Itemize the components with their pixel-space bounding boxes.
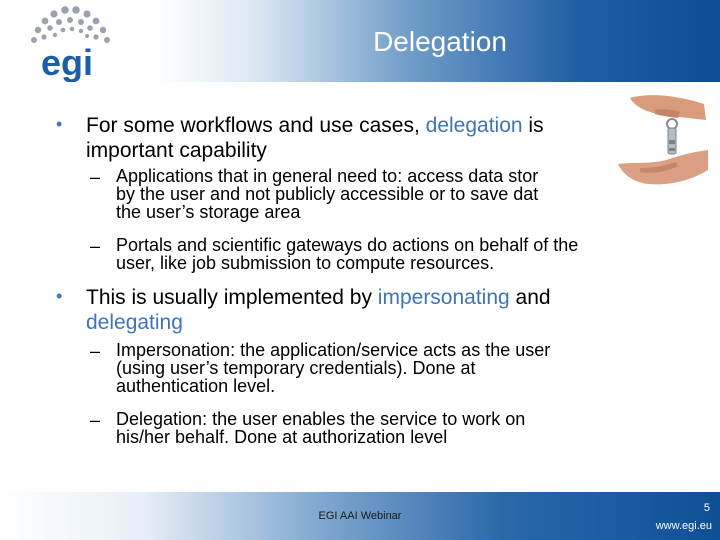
svg-text:egi: egi [40,42,94,82]
sub-2-1-line3: authentication level. [116,376,276,396]
sub-1-1-line1: Applications that in general need to: access data stor [116,166,539,186]
bullet-1-text-pre: For some workflows and use cases, [86,114,426,137]
bullet-1-text-post: is [522,114,544,137]
bullet-2 [86,286,646,310]
page-number: 5 [703,502,710,514]
sub-2-1-line1: Impersonation: the application/service acts as the user [116,340,551,360]
bullet-marker: • [56,286,63,306]
sub-bullet-marker: – [90,236,101,256]
bullet-2-highlight: impersonating [377,286,510,309]
sub-bullet-marker: – [90,410,101,430]
bullet-marker: • [56,114,63,134]
sub-2-2-line1: Delegation: the user enables the service to work on [116,409,526,429]
bullet-2-text-post: and [509,286,551,309]
bullet-1 [86,114,626,138]
slide-title: Delegation [373,26,507,57]
bullet-1-highlight: delegation [425,114,523,137]
bullet-2-text-pre: This is usually implemented by [86,286,378,309]
sub-1-2-line2: user, like job submission to compute resources. [116,253,495,273]
footer-url: www.egi.eu [655,520,712,532]
sub-2-2-line2: his/her behalf. Done at authorization level [116,427,448,447]
footer-event-name: EGI AAI Webinar [318,510,402,522]
sub-2-1-line2: (using user’s temporary credentials). Done at [116,358,476,378]
sub-bullet-marker: – [90,167,101,187]
sub-1-1-line2: by the user and not publicly accessible or to save dat [116,184,539,204]
bullet-1-line2: important capability [86,139,267,162]
sub-1-2-line1: Portals and scientific gateways do actions on behalf of the [116,235,579,255]
sub-1-1-line3: the user’s storage area [116,202,301,222]
footer [0,492,720,540]
sub-bullet-marker: – [90,341,101,361]
bullet-2-line2: delegating [86,311,183,334]
